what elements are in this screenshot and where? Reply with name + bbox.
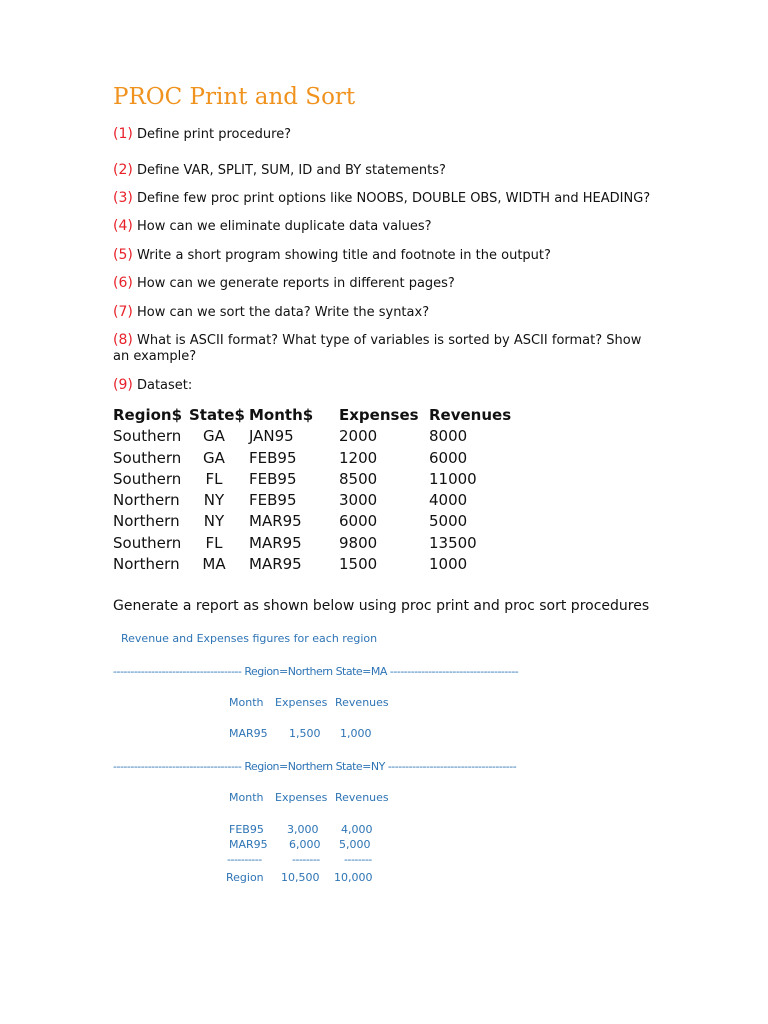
underline-month: ---------- bbox=[227, 853, 262, 866]
col-month: Month bbox=[229, 696, 264, 709]
question-number: (8) bbox=[113, 332, 133, 348]
cell-region: Southern bbox=[113, 469, 182, 488]
report-title: Revenue and Expenses figures for each region bbox=[121, 632, 378, 645]
cell-revenues: 5,000 bbox=[339, 838, 371, 851]
col-expenses: Expenses bbox=[275, 696, 328, 709]
cell-region: Southern bbox=[113, 533, 182, 552]
question-number: (4) bbox=[113, 218, 133, 234]
cell-expenses: 6,000 bbox=[289, 838, 321, 851]
cell-expenses: 3,000 bbox=[287, 823, 319, 836]
cell-month: FEB95 bbox=[249, 448, 297, 467]
cell-month: MAR95 bbox=[249, 533, 302, 552]
question-text: Define few proc print options like NOOBS, DOUBLE OBS, WIDTH and HEADING? bbox=[136, 191, 651, 206]
question-text: What is ASCII format? What type of variables is sorted by ASCII format? Show an example? bbox=[113, 333, 642, 364]
cell-state: NY bbox=[203, 512, 225, 531]
cell-expenses: 1,500 bbox=[289, 727, 321, 740]
col-month: Month bbox=[229, 791, 264, 804]
cell-state: FL bbox=[205, 533, 223, 552]
cell-revenues: 6000 bbox=[429, 448, 468, 467]
cell-state: FL bbox=[205, 469, 223, 488]
question-number: (1) bbox=[113, 126, 133, 142]
cell-month: FEB95 bbox=[249, 469, 297, 488]
cell-expenses: 1500 bbox=[339, 555, 378, 574]
column-header: State$ bbox=[189, 406, 245, 424]
group-header-ma: ------------------------------------- Region=Northern State=MA ------------------------------------- bbox=[113, 665, 519, 678]
question-number: (5) bbox=[113, 247, 133, 263]
question-number: (7) bbox=[113, 304, 133, 320]
question-5 bbox=[113, 247, 653, 264]
cell-month: MAR95 bbox=[249, 555, 302, 574]
cell-expenses: 9800 bbox=[339, 533, 378, 552]
question-2 bbox=[113, 162, 653, 179]
question-number: (3) bbox=[113, 190, 133, 206]
cell-state: GA bbox=[203, 427, 225, 446]
cell-expenses: 3000 bbox=[339, 491, 378, 510]
instruction-text: Generate a report as shown below using proc print and proc sort procedures bbox=[113, 598, 650, 614]
question-text: How can we generate reports in different pages? bbox=[136, 276, 455, 291]
group-header-ny: ------------------------------------- Region=Northern State=NY ------------------------------------- bbox=[113, 760, 517, 773]
question-1 bbox=[113, 126, 653, 143]
question-3 bbox=[113, 190, 653, 207]
column-header: Region$ bbox=[113, 406, 183, 424]
cell-region: Southern bbox=[113, 427, 182, 446]
cell-month: JAN95 bbox=[249, 427, 294, 446]
cell-region: Southern bbox=[113, 448, 182, 467]
question-number: (2) bbox=[113, 162, 133, 178]
cell-region: Northern bbox=[113, 555, 180, 574]
question-text: Dataset: bbox=[136, 378, 193, 393]
cell-month: MAR95 bbox=[229, 727, 268, 740]
question-6 bbox=[113, 275, 653, 292]
cell-revenues: 5000 bbox=[429, 512, 468, 531]
cell-expenses: 2000 bbox=[339, 427, 378, 446]
cell-revenues: 1,000 bbox=[340, 727, 372, 740]
total-label: Region bbox=[226, 871, 264, 884]
col-expenses: Expenses bbox=[275, 791, 328, 804]
total-revenues: 10,000 bbox=[334, 871, 373, 884]
cell-region: Northern bbox=[113, 491, 180, 510]
question-8 bbox=[113, 332, 653, 365]
cell-state: GA bbox=[203, 448, 225, 467]
cell-month: FEB95 bbox=[229, 823, 264, 836]
cell-revenues: 4,000 bbox=[341, 823, 373, 836]
total-expenses: 10,500 bbox=[281, 871, 320, 884]
question-text: How can we eliminate duplicate data values? bbox=[136, 219, 432, 234]
cell-revenues: 1000 bbox=[429, 555, 468, 574]
cell-month: FEB95 bbox=[249, 491, 297, 510]
cell-revenues: 4000 bbox=[429, 491, 468, 510]
cell-state: MA bbox=[202, 555, 226, 574]
cell-expenses: 8500 bbox=[339, 469, 378, 488]
cell-state: NY bbox=[203, 491, 225, 510]
question-7 bbox=[113, 304, 653, 321]
question-number: (9) bbox=[113, 377, 133, 393]
column-header: Expenses bbox=[339, 406, 419, 424]
cell-region: Northern bbox=[113, 512, 180, 531]
question-4 bbox=[113, 218, 653, 235]
col-revenues: Revenues bbox=[335, 791, 389, 804]
cell-month: MAR95 bbox=[229, 838, 268, 851]
question-9 bbox=[113, 377, 653, 394]
cell-expenses: 6000 bbox=[339, 512, 378, 531]
underline-revenues: -------- bbox=[344, 853, 372, 866]
cell-revenues: 11000 bbox=[429, 469, 477, 488]
question-text: How can we sort the data? Write the syntax? bbox=[136, 305, 430, 320]
column-header: Month$ bbox=[249, 406, 314, 424]
cell-month: MAR95 bbox=[249, 512, 302, 531]
underline-expenses: -------- bbox=[292, 853, 320, 866]
question-text: Define print procedure? bbox=[136, 127, 292, 142]
page-title: PROC Print and Sort bbox=[113, 84, 356, 110]
question-text: Write a short program showing title and footnote in the output? bbox=[136, 248, 551, 263]
column-header: Revenues bbox=[429, 406, 512, 424]
cell-expenses: 1200 bbox=[339, 448, 378, 467]
question-text: Define VAR, SPLIT, SUM, ID and BY statements? bbox=[136, 163, 446, 178]
cell-revenues: 8000 bbox=[429, 427, 468, 446]
col-revenues: Revenues bbox=[335, 696, 389, 709]
question-number: (6) bbox=[113, 275, 133, 291]
cell-revenues: 13500 bbox=[429, 533, 477, 552]
